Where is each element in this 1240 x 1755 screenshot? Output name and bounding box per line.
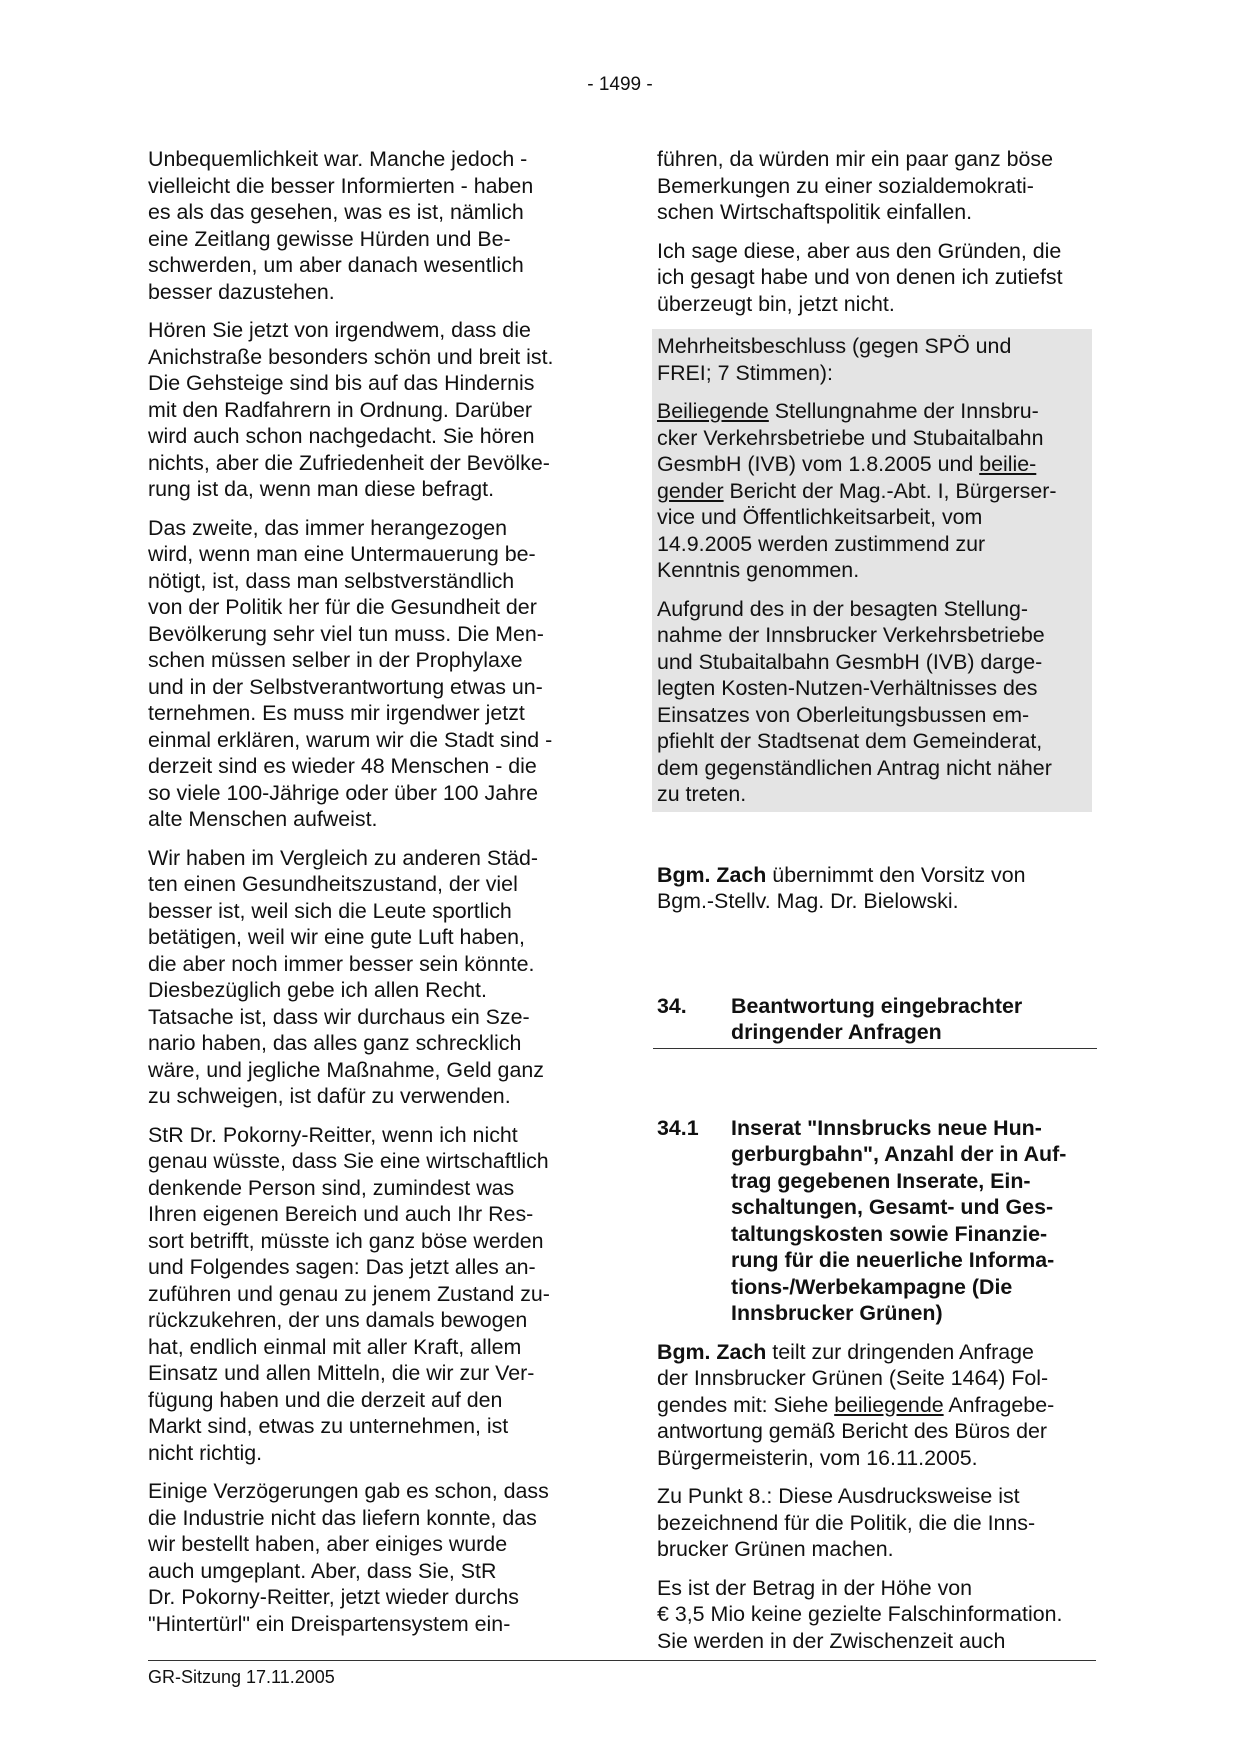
paragraph: Unbequemlichkeit war. Manche jedoch - vielleicht die besser Informierten - haben es als das gesehen, was es ist, nämlich eine Zeitlang gewisse Hürden und Be- schwerden, um aber danach wesentlich besser dazustehen. (148, 147, 534, 304)
underlined-word: beilie- (979, 452, 1037, 476)
underlined-word: Beiliegende (657, 399, 769, 423)
section-heading-34-1 (657, 1115, 1097, 1327)
paragraph: führen, da würden mir ein paar ganz böse Bemerkungen zu einer sozialdemokrati- schen Wirtschaftspolitik einfallen. (657, 147, 1053, 224)
paragraph: Ich sage diese, aber aus den Gründen, die ich gesagt habe und von denen ich zutiefst überzeugt bin, jetzt nicht. (657, 238, 1063, 316)
resolution-recommendation: Aufgrund des in der besagten Stellung- nahme der Innsbrucker Verkehrsbetriebe und Stubaitalbahn GesmbH (IVB) darge- legten Kosten-Nutzen-Verhältnisses des Einsatzes von Oberleitungsbussen em- pfiehlt der Stadtsenat dem Gemeinderat, dem gegenständlichen Antrag nicht näher zu treten. (657, 596, 1052, 806)
resolution-text (657, 398, 1087, 584)
answer-paragraph (657, 1339, 1097, 1472)
speaker-name: Bgm. Zach (657, 862, 767, 887)
footer-session-date: GR-Sitzung 17.11.2005 (148, 1667, 335, 1687)
section-number: 34.1 (657, 1115, 699, 1140)
paragraph: Das zweite, das immer herangezogen wird, wenn man eine Untermauerung be- nötigt, ist, dass man selbstverständlich von der Politik her für die Gesundheit der Bevölkerung sehr viel tun muss. Die Men- schen müssen selber in der Prophylaxe und in der Selbstverantwortung etwas un- ternehmen. Es muss mir irgendwer jetzt einmal erklären, warum wir die Stadt sind - derzeit sind es wieder 48 Menschen - die so viele 100-Jährige oder über 100 Jahre alte Menschen aufweist. (148, 515, 553, 831)
section-title: Beantwortung eingebrachter dringender Anfragen (731, 993, 1023, 1044)
text-run: Stellungnahme der Innsbru- cker Verkehrsbetriebe und Stubaitalbahn GesmbH (IVB) vom 1.8.2005 und (657, 399, 1044, 476)
paragraph: Einige Verzögerungen gab es schon, dass die Industrie nicht das liefern konnte, das wir bestellt haben, aber einiges wurde auch umgeplant. Aber, dass Sie, StR Dr. Pokorny-Reitter, jetzt wieder durchs "Hintertürl" ein Dreispartensystem ein- (148, 1479, 549, 1636)
text-run: Bericht der Mag.-Abt. I, Bürgerser- vice und Öffentlichkeitsarbeit, vom 14.9.2005 werden zustimmend zur Kenntnis genommen. (657, 478, 1057, 582)
section-heading-34 (653, 993, 1097, 1049)
speaker-name: Bgm. Zach (657, 1339, 767, 1364)
left-column (148, 146, 588, 1649)
paragraph: Zu Punkt 8.: Diese Ausdrucksweise ist bezeichnend für die Politik, die die Inns- brucker Grünen machen. (657, 1484, 1036, 1561)
paragraph: Hören Sie jetzt von irgendwem, dass die Anichstraße besonders schön und breit ist. Die Gehsteige sind bis auf das Hindernis mit den Radfahrern in Ordnung. Darüber wird auch schon nachgedacht. Sie hören nichts, aber die Zufriedenheit der Bevölke- rung ist da, wenn man diese befragt. (148, 318, 554, 501)
section-number: 34. (657, 993, 687, 1018)
paragraph: Es ist der Betrag in der Höhe von € 3,5 Mio keine gezielte Falschinformation. Sie werden in der Zwischenzeit auch (657, 1575, 1063, 1653)
footer-divider (148, 1660, 1096, 1661)
text-run: Anfragebe- antwortung gemäß Bericht des Büros der Bürgermeisterin, vom 16.11.2005. (657, 1392, 1055, 1470)
text-run: teilt zur dringenden Anfrage der Innsbrucker Grünen (Seite 1464) Fol- gendes mit: Siehe (657, 1339, 1049, 1417)
right-column (657, 146, 1097, 1666)
page-number: - 1499 - (587, 74, 653, 95)
resolution-vote: Mehrheitsbeschluss (gegen SPÖ und FREI; 7 Stimmen): (657, 334, 1012, 385)
underlined-word: gender (657, 478, 724, 503)
chair-note (657, 862, 1097, 915)
underlined-word: beiliegende (834, 1392, 944, 1417)
paragraph: StR Dr. Pokorny-Reitter, wenn ich nicht genau wüsste, dass Sie eine wirtschaftlich denkende Person sind, zumindest was Ihren eigenen Bereich und auch Ihr Res- sort betrifft, müsste ich ganz böse werden und Folgendes sagen: Das jetzt alles an- zuführen und genau zu jenem Zustand zu- rückzukehren, der uns damals bewogen hat, endlich einmal mit aller Kraft, allem Einsatz und allen Mitteln, die wir zur Ver- fügung haben und die derzeit auf den Markt sind, etwas zu unternehmen, ist nicht richtig. (148, 1122, 550, 1465)
resolution-box (652, 329, 1092, 812)
section-title: Inserat "Innsbrucks neue Hun- gerburgbahn", Anzahl der in Auf- trag gegebenen Inserate, Ein- schaltungen, Gesamt- und Ges- taltungskosten sowie Finanzie- rung für die neuerliche Informa- tions-/Werbekampagne (Die Innsbrucker Grünen) (731, 1115, 1067, 1325)
text-run: übernimmt den Vorsitz von Bgm.-Stellv. Mag. Dr. Bielowski. (657, 862, 1026, 913)
paragraph: Wir haben im Vergleich zu anderen Städ- ten einen Gesundheitszustand, der viel besser ist, weil sich die Leute sportlich betätigen, weil wir eine gute Luft haben, die aber noch immer besser sein könnte. Diesbezüglich gebe ich allen Recht. Tatsache ist, dass wir durchaus ein Sze- nario haben, das alles ganz schrecklich wäre, und jegliche Maßnahme, Geld ganz zu schweigen, ist dafür zu verwenden. (148, 845, 544, 1108)
